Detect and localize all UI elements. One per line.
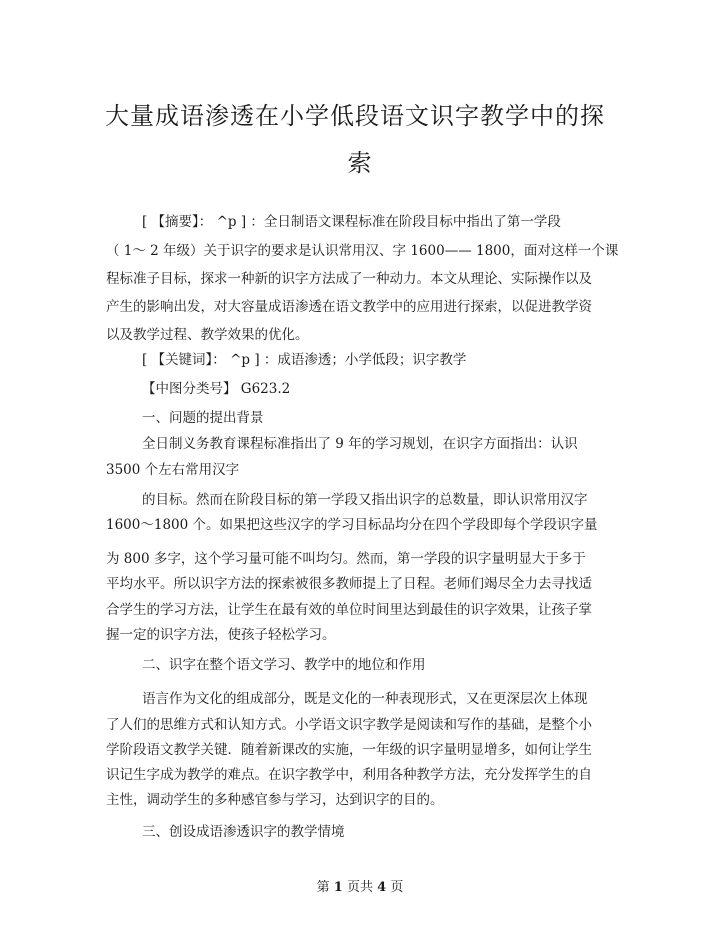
paragraph-line: 语言作为文化的组成部分，既是文化的一种表现形式，又在更深层次上体现 [142,691,588,707]
paragraph-line: 合学生的学习方法，让学生在最有效的单位时间里达到最佳的识字效果，让孩子掌 [106,602,592,618]
paragraph-line: 握一定的识字方法，使孩子轻松学习。 [106,627,336,643]
title-line-1: 大量成语渗透在小学低段语文识字教学中的探 [105,102,605,130]
footer-suffix: 页 [390,880,404,895]
paragraph-line: 识记生字成为教学的难点。在识字教学中，利用各种教学方法，充分发挥学生的自 [106,767,592,783]
abstract-line: 产生的影响出发，对大容量成语渗透在语文教学中的应用进行探索，以促进教学资 [106,299,592,315]
paragraph-line: 主性，调动学生的多种感官参与学习，达到识字的目的。 [106,792,444,808]
section-heading: 三、创设成语渗透识字的教学情境 [142,824,345,840]
footer-prefix: 第 [316,880,330,895]
section-heading: 一、问题的提出背景 [142,410,264,426]
paragraph-line: 了人们的思维方式和认知方式。小学语文识字教学是阅读和写作的基础，是整个小 [106,717,592,733]
keywords: [ 【关键词】： ^p ] ：成语渗透；小学低段；识字教学 [142,352,467,368]
abstract-line: （ 1～ 2 年级）关于识字的要求是认识常用汉、字 1600—— 1800，面对这样一个课 [106,243,619,259]
paragraph-line: 学阶段语文教学关键．随着新课改的实施，一年级的识字量明显增多，如何让学生 [106,742,592,758]
footer-middle: 页共 [346,880,373,895]
footer-page-number: 1 [333,880,343,895]
abstract-line: 程标准子目标，探求一种新的识字方法成了一种动力。本文从理论、实际操作以及 [106,271,592,287]
paragraph-line: 全日制义务教育课程标准指出了 9 年的学习规划，在识字方面指出：认识 [142,436,578,452]
classification: 【中图分类号】 G623.2 [142,381,291,397]
paragraph-line: 的目标。然而在阶段目标的第一学段又指出识字的总数量，即认识常用汉字 [142,492,588,508]
abstract-line: [ 【摘要】： ^p ] ：全日制语文课程标准在阶段目标中指出了第一学段 [142,214,561,230]
paragraph-line: 1600～1800 个。如果把这些汉字的学习目标品均分在四个学段即每个学段识字量 [106,517,598,533]
section-heading: 二、识字在整个语文学习、教学中的地位和作用 [142,657,426,673]
abstract-line: 以及教学过程、教学效果的优化。 [106,327,309,343]
paragraph-line: 平均水平。所以识字方法的探索被很多教师提上了日程。老师们竭尽全力去寻找适 [106,576,592,592]
paragraph-line: 为 800 多字，这个学习量可能不叫均匀。然而，第一学段的识字量明显大于多于 [106,551,586,567]
title-line-2: 索 [347,149,373,177]
page-footer [0,876,720,895]
paragraph-line: 3500 个左右常用汉字 [106,462,240,478]
footer-total-pages: 4 [377,880,387,895]
